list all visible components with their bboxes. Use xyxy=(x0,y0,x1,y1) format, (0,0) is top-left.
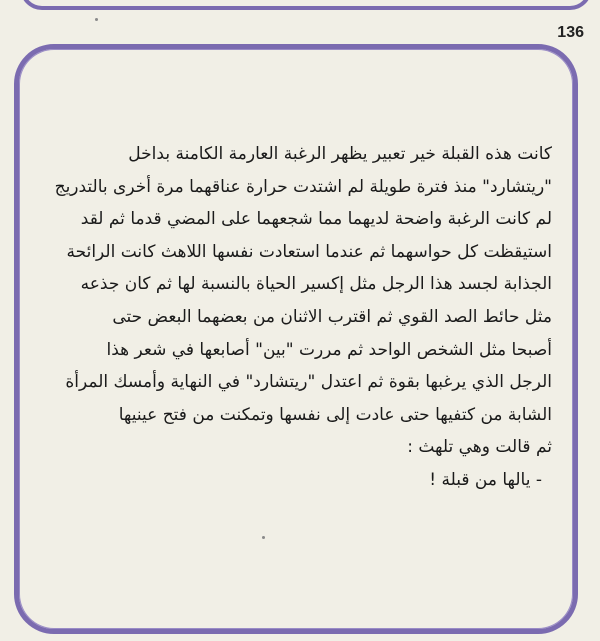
text-line: كانت هذه القبلة خير تعبير يظهر الرغبة العارمة الكامنة بداخل xyxy=(128,144,552,164)
text-line: الجذابة لجسد هذا الرجل مثل إكسير الحياة بالنسبة لها ثم كان جذعه xyxy=(80,274,552,295)
text-line: "ريتشارد" منذ فترة طويلة لم اشتدت حرارة عناقهما مرة أخرى بالتدريج xyxy=(54,176,552,197)
text-line: مثل حائط الصد القوي ثم اقترب الاثنان من بعضهما البعض حتى xyxy=(112,306,552,327)
paper-speck xyxy=(262,536,265,539)
dialogue-line: - يالها من قبلة ! xyxy=(429,469,542,490)
paper-speck xyxy=(95,18,98,21)
page-number: 136 xyxy=(557,24,584,41)
story-text xyxy=(44,138,552,497)
text-line: الرجل الذي يرغبها بقوة ثم اعتدل "ريتشارد" في النهاية وأمسك المرأة xyxy=(65,372,552,393)
text-line: الشابة من كتفيها حتى عادت إلى نفسها وتمكنت من فتح عينيها xyxy=(118,404,552,425)
text-line: استيقظت كل حواسهما ثم عندما استعادت نفسها اللاهث كانت الرائحة xyxy=(66,241,552,262)
previous-panel-frame xyxy=(20,0,592,10)
text-line: ثم قالت وهي تلهث : xyxy=(407,437,552,458)
text-line: لم كانت الرغبة واضحة لديهما مما شجعهما على المضي قدما ثم لقد xyxy=(80,209,552,230)
text-line: أصبحا مثل الشخص الواحد ثم مررت "بين" أصابعها في شعر هذا xyxy=(106,339,552,360)
